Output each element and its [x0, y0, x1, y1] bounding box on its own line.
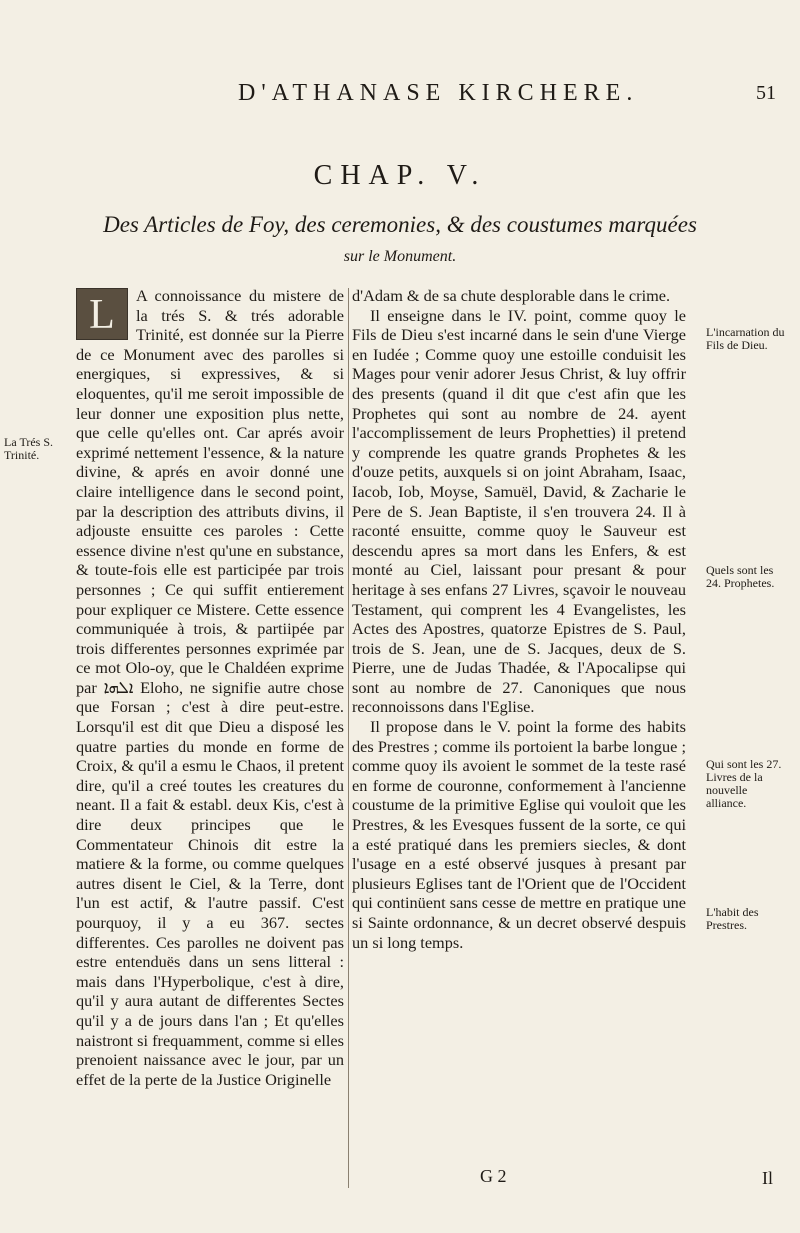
- margin-note-habit: L'habit des Prestres.: [706, 905, 759, 932]
- page-number: 51: [756, 82, 776, 104]
- margin-note-livres: Qui sont les 27. Livres de la nouvelle alliance.: [706, 757, 782, 810]
- right-paragraph: Il enseigne dans le IV. point, comme quoy le Fils de Dieu s'est incarné dans le sein d'une Vierge en Iudée ; Comme quoy une estoille conduisit les Mages pour venir adorer Jesus Christ, & luy offrir des presents (quand il dit que c'est afin que les Prophetes qui sont au nombre de 24. ayent l'accomplissement de leurs Prophetties) il pretend y comprende les quatre grands Prophetes & les d'ouze petits, auxquels si on joint Abraham, Isaac, Iacob, Iob, Moyse, Samuël, David, & Zacharie le Pere de S. Jean Baptiste, il s'en trouvera 24. Il à raconté ensuitte, comme quoy le Sauveur est descendu apres sa mort dans les Enfers, & est monté au Ciel, laissant pour presant & pour heritage à ses enfans 27 Livres, sçavoir le nouveau Testament, qui comprent les 4 Evangelistes, les Actes des Apostres, quatorze Epistres de S. Paul, trois de S. Jean, une de S. Jacques, deux de S. Pierre, une de Judas Thadée, & l'Apocalipse qui sont au nombre de 27. Canoniques que nous reconnoissons dans l'Eglise.: [352, 305, 686, 717]
- catchword: Il: [762, 1168, 773, 1188]
- signature-mark: G 2: [480, 1166, 507, 1186]
- margin-note-trinite: La Trés S. Trinité.: [4, 435, 54, 462]
- chapter-title: Des Articles de Foy, des ceremonies, & des coustumes marquées: [103, 212, 697, 237]
- chapter-heading: CHAP. V.: [313, 160, 487, 191]
- right-paragraph: d'Adam & de sa chute desplorable dans le crime.: [352, 286, 671, 305]
- right-column: [352, 286, 686, 952]
- left-column: [76, 286, 344, 1089]
- column-divider: [348, 288, 349, 1188]
- left-paragraph: A connoissance du mistere de la trés S. & trés adorable Trinité, est donnée sur la Pierre de ce Monument avec des parolles si energiques, si expressives, & si eloquentes, qu'il me seroit impossible de leur donner une exposition plus nette, que celle qu'elles ont. Car aprés avoir exprimé nettement l'essence, & la nature divine, & aprés en avoir donné une claire intelligence dans le second point, par la description des attributs divins, il adjouste ensuitte ces paroles : Cette essence divine n'est qu'une en substance, & toute-fois elle est participée par trois personnes ; Ce qui suffit entierement pour expliquer ce Mistere. Cette essence communiquée à trois, & partiipée par trois differentes personnes exprimée par ce mot Olo-oy, que le Chaldéen exprime par ܐܠܗܐ Eloho, ne signifie autre chose que Forsan ; c'est à dire peut-estre. Lorsqu'il est dit que Dieu a disposé les quatre parties du monde en forme de Croix, & qu'il a esmu le Chaos, il pretent dire, qu'il a creé toutes les creatures du neant. Il a fait & establ. deux Kis, c'est à dire deux principes que le Commentateur Chinois dit estre la matiere & la forme, ou comme quelques autres disent le Ciel, & la Terre, dont l'un est actif, & l'autre passif. C'est pourquoy, il y a eu 367. sectes differentes. Ces parolles ne doivent pas estre entenduës dans un sens litteral : mais dans l'Hyperbolique, c'est à dire, qu'il y aura autant de differentes Sectes qu'il y a de jours dans l'an ; Et qu'elles naistront si frequamment, comme si elles prenoient naissance avec le jour, par un effet de la perte de la Justice Originelle: [76, 286, 345, 1089]
- right-paragraph: Il propose dans le V. point la forme des habits des Prestres ; comme ils portoient la barbe longue ; comme quoy ils avoient le sommet de la teste rasé en forme de couronne, conformement à l'ancienne coustume de la primitive Eglise qui vouloit que les Prestres, & les Evesques fussent de la sorte, ce qui a esté pratiqué dans les premiers siecles, & dont l'usage en a esté observé jusques à presant par plusieurs Eglises tant de l'Orient que de l'Occident qui continüent sans cesse de mettre en pratique une si Sainte ordonnance, & un decret observé despuis un si long temps.: [352, 717, 686, 952]
- running-title: D'ATHANASE KIRCHERE.: [238, 80, 639, 106]
- running-head: [0, 80, 800, 116]
- margin-note-prophetes: Quels sont les 24. Prophetes.: [706, 563, 775, 590]
- chapter-subtitle: sur le Monument.: [343, 248, 457, 265]
- drop-cap: L: [76, 288, 128, 340]
- margin-note-incarnation: L'incarnation du Fils de Dieu.: [706, 325, 785, 352]
